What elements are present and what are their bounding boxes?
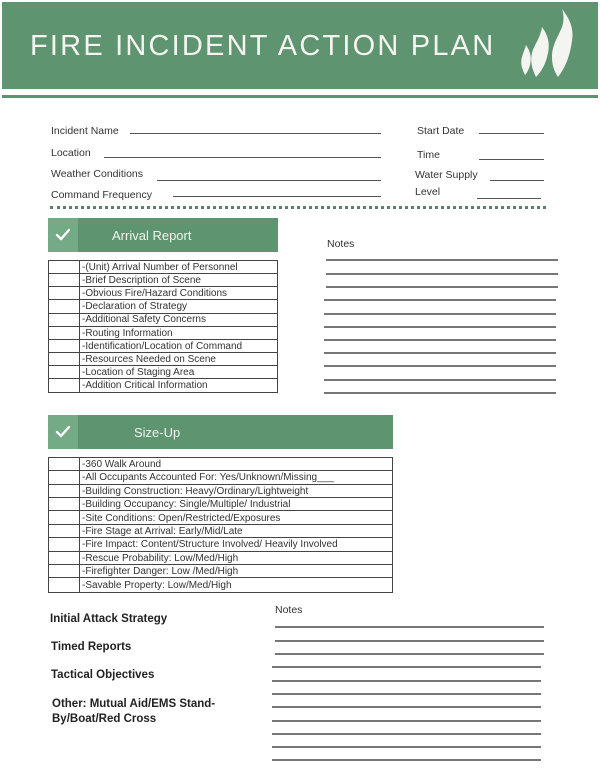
row-label: -Resources Needed on Scene: [82, 353, 216, 365]
row-label: -Addition Critical Information: [82, 379, 208, 391]
notes-line[interactable]: [275, 640, 544, 642]
row-label: -Brief Description of Scene: [82, 275, 201, 287]
water-supply-field[interactable]: [490, 180, 544, 181]
row-label: -Fire Stage at Arrival: Early/Mid/Late: [82, 526, 243, 537]
arrival-notes-label: Notes: [327, 238, 355, 250]
row-label: -Identification/Location of Command: [82, 340, 243, 352]
table-row[interactable]: [49, 525, 392, 538]
notes-line[interactable]: [324, 352, 556, 354]
dotted-divider: [50, 206, 546, 209]
row-label: -360 Walk Around: [82, 459, 162, 470]
other-resources-label: Other: Mutual Aid/EMS Stand-By/Boat/Red Cross: [52, 698, 216, 725]
table-row[interactable]: [49, 274, 277, 287]
notes-line[interactable]: [272, 693, 541, 695]
table-row[interactable]: [49, 261, 277, 274]
time-field[interactable]: [479, 159, 544, 160]
row-label: -Declaration of Strategy: [82, 301, 188, 313]
strategy-notes-label: Notes: [275, 604, 303, 616]
arrival-report-title: Arrival Report: [112, 228, 192, 243]
table-row[interactable]: [49, 327, 277, 340]
arrival-report-banner: [48, 218, 278, 252]
table-row[interactable]: [49, 458, 392, 471]
size-up-table: [48, 457, 393, 593]
time-label: Time: [417, 149, 440, 161]
notes-line[interactable]: [326, 259, 558, 261]
start-date-label: Start Date: [417, 125, 465, 137]
notes-line[interactable]: [272, 733, 541, 735]
table-row[interactable]: [49, 379, 277, 392]
row-label: -Obvious Fire/Hazard Conditions: [82, 288, 228, 300]
size-up-banner: [48, 415, 393, 449]
arrival-report-table: [48, 260, 278, 393]
row-label: -All Occupants Accounted For: Yes/Unknown/Missing___: [82, 472, 334, 484]
flame-logo-icon: [518, 5, 580, 83]
notes-line[interactable]: [272, 720, 541, 722]
notes-line[interactable]: [324, 379, 556, 381]
table-row[interactable]: [49, 538, 392, 551]
weather-conditions-field[interactable]: [157, 180, 381, 181]
notes-line[interactable]: [324, 326, 556, 328]
table-row[interactable]: [49, 353, 277, 366]
location-field[interactable]: [104, 157, 381, 158]
notes-line[interactable]: [324, 313, 556, 315]
row-label: -Building Construction: Heavy/Ordinary/Lightweight: [82, 485, 309, 497]
notes-line[interactable]: [272, 680, 541, 682]
table-row[interactable]: [49, 552, 392, 565]
notes-line[interactable]: [326, 286, 558, 288]
incident-name-field[interactable]: [130, 133, 381, 134]
timed-reports-label: Timed Reports: [51, 641, 132, 653]
incident-name-label: Incident Name: [51, 125, 119, 137]
notes-line[interactable]: [272, 666, 541, 668]
row-label: -Routing Information: [82, 327, 173, 339]
table-row[interactable]: [49, 471, 392, 484]
command-frequency-field[interactable]: [173, 196, 381, 197]
start-date-field[interactable]: [479, 133, 544, 134]
level-field[interactable]: [477, 198, 541, 199]
row-label: -(Unit) Arrival Number of Personnel: [82, 262, 238, 273]
notes-line[interactable]: [324, 339, 556, 341]
notes-line[interactable]: [326, 273, 558, 275]
row-label: -Fire Impact: Content/Structure Involved/ Heavily Involved: [82, 539, 338, 551]
notes-line[interactable]: [324, 365, 556, 367]
checkmark-icon: [48, 218, 78, 252]
table-row[interactable]: [49, 485, 392, 498]
table-row[interactable]: [49, 340, 277, 353]
notes-line[interactable]: [272, 706, 541, 708]
tactical-objectives-label: Tactical Objectives: [51, 669, 155, 681]
location-label: Location: [51, 147, 91, 159]
row-label: -Site Conditions: Open/Restricted/Exposures: [82, 512, 281, 524]
row-label: -Firefighter Danger: Low /Med/High: [82, 566, 239, 578]
table-row[interactable]: [49, 498, 392, 511]
row-label: -Building Occupancy: Single/Multiple/ Industrial: [82, 499, 291, 511]
water-supply-label: Water Supply: [415, 169, 478, 181]
notes-line[interactable]: [272, 759, 541, 761]
level-label: Level: [415, 186, 441, 198]
notes-line[interactable]: [324, 392, 556, 394]
notes-line[interactable]: [275, 626, 544, 628]
notes-line[interactable]: [272, 746, 541, 748]
header-divider: [2, 95, 598, 98]
table-row[interactable]: [49, 565, 392, 578]
row-label: -Additional Safety Concerns: [82, 314, 206, 326]
weather-conditions-label: Weather Conditions: [51, 168, 144, 180]
table-row[interactable]: [49, 287, 277, 300]
row-label: -Savable Property: Low/Med/High: [82, 579, 232, 591]
notes-line[interactable]: [275, 653, 544, 655]
size-up-title: Size-Up: [134, 425, 181, 440]
page-title: FIRE INCIDENT ACTION PLAN: [30, 30, 496, 62]
table-row[interactable]: [49, 313, 277, 326]
row-label: -Rescue Probability: Low/Med/High: [82, 552, 239, 564]
command-frequency-label: Command Frequency: [51, 189, 152, 201]
row-label: -Location of Staging Area: [82, 366, 195, 378]
table-row[interactable]: [49, 366, 277, 379]
table-row[interactable]: [49, 512, 392, 525]
table-row[interactable]: [49, 300, 277, 313]
table-row[interactable]: [49, 579, 392, 592]
initial-attack-strategy-label: Initial Attack Strategy: [50, 613, 168, 625]
checkmark-icon: [48, 415, 78, 449]
notes-line[interactable]: [324, 299, 556, 301]
